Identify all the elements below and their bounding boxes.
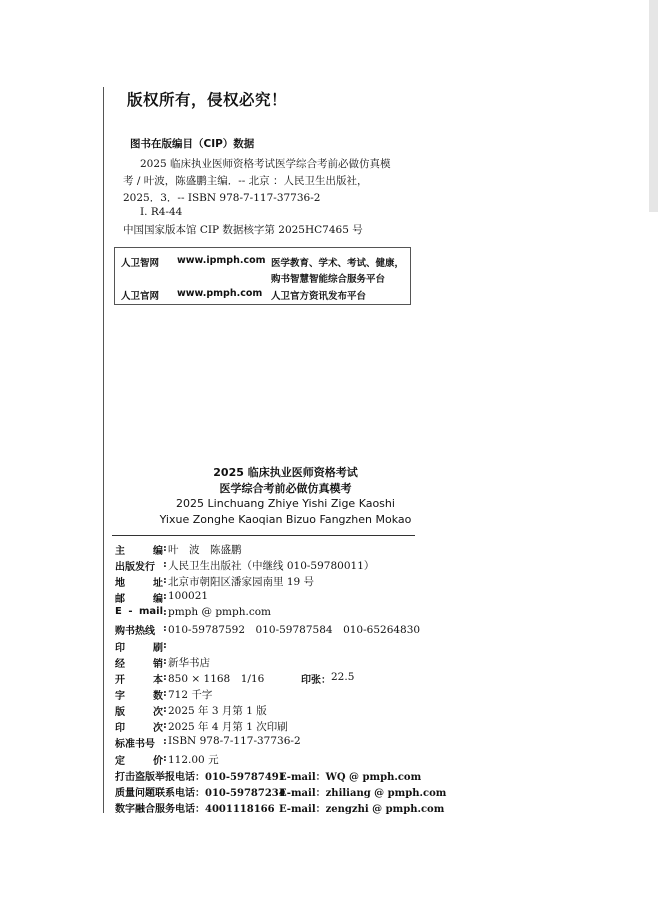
info-colon: : bbox=[163, 542, 167, 554]
info-colon: : bbox=[163, 574, 167, 586]
info-value: pmph @ pmph.com bbox=[168, 606, 271, 618]
contact-phone: 4001118166 bbox=[205, 804, 275, 815]
title-en-2: Yixue Zonghe Kaoqian Bizuo Fangzhen Mokao bbox=[159, 513, 412, 526]
contact-phone: 010-59787491 bbox=[205, 772, 286, 783]
info-label: E - mail bbox=[115, 606, 163, 617]
contact-row bbox=[115, 800, 445, 815]
info-colon: : bbox=[163, 590, 167, 602]
cip-heading: 图书在版编目（CIP）数据 bbox=[130, 138, 255, 150]
info-label: 主 编 bbox=[115, 546, 163, 557]
info-value: 112.00 元 bbox=[168, 754, 219, 766]
info-colon: : bbox=[163, 671, 167, 683]
info-colon: : bbox=[163, 622, 167, 634]
info-label: 字 数 bbox=[115, 691, 163, 702]
info-value: ISBN 978-7-117-37736-2 bbox=[168, 735, 301, 747]
info-label: 出版发行 bbox=[115, 562, 155, 573]
info-extra-label: 印张： bbox=[301, 675, 331, 686]
contact-email: E-mail：zhiliang @ pmph.com bbox=[279, 788, 447, 799]
cip-line: Ⅰ. R4-44 bbox=[140, 206, 183, 218]
contact-phone: 010-59787234 bbox=[205, 788, 286, 799]
info-value: 100021 bbox=[168, 590, 209, 602]
cip-line: 2025 临床执业医师资格考试医学综合考前必做仿真模 bbox=[140, 158, 391, 170]
info-label: 地 址 bbox=[115, 578, 163, 589]
info-colon: : bbox=[163, 639, 167, 651]
scrollbar[interactable] bbox=[649, 0, 658, 212]
contact-row bbox=[115, 784, 447, 799]
site1-url[interactable]: www.ipmph.com bbox=[177, 255, 266, 266]
contact-email: E-mail：WQ @ pmph.com bbox=[279, 772, 422, 783]
info-value: 010-59787592 010-59787584 010-65264830 bbox=[168, 624, 421, 636]
info-colon: : bbox=[163, 606, 167, 618]
info-colon: : bbox=[163, 752, 167, 764]
website-box bbox=[114, 247, 411, 305]
info-colon: : bbox=[163, 655, 167, 667]
info-label: 购书热线 bbox=[115, 626, 155, 637]
info-value: 新华书店 bbox=[168, 657, 210, 669]
info-colon: : bbox=[163, 703, 167, 715]
info-label: 邮 编 bbox=[115, 594, 163, 605]
site1-name: 人卫智网 bbox=[121, 258, 160, 269]
copyright-notice: 版权所有，侵权必究！ bbox=[127, 91, 288, 109]
title-zh-2: 医学综合考前必做仿真模考 bbox=[219, 482, 352, 495]
site2-desc: 人卫官方资讯发布平台 bbox=[271, 291, 367, 302]
info-colon: : bbox=[163, 735, 167, 747]
info-label: 定 价 bbox=[115, 756, 163, 767]
cip-line: 中国国家版本馆 CIP 数据核字第 2025HC7465 号 bbox=[123, 224, 363, 236]
info-label: 版 次 bbox=[115, 707, 163, 718]
site1-desc-2: 购书智慧智能综合服务平台 bbox=[271, 274, 386, 285]
info-value: 人民卫生出版社（中继线 010-59780011） bbox=[168, 560, 375, 572]
contact-label: 打击盗版举报电话： bbox=[115, 772, 205, 783]
info-label: 开 本 bbox=[115, 675, 163, 686]
info-value: 2025 年 4 月第 1 次印刷 bbox=[168, 721, 288, 733]
cip-line: 考 / 叶波，陈盛鹏主编．-- 北京 ：人民卫生出版社， bbox=[123, 175, 368, 187]
info-extra-value: 22.5 bbox=[331, 671, 355, 683]
info-value: 850 × 1168 1/16 bbox=[168, 673, 265, 685]
contact-label: 数字融合服务电话： bbox=[115, 804, 205, 815]
info-label: 标准书号 bbox=[115, 739, 155, 750]
info-value: 北京市朝阳区潘家园南里 19 号 bbox=[168, 576, 315, 588]
title-zh-1: 2025 临床执业医师资格考试 bbox=[213, 466, 358, 479]
divider bbox=[112, 535, 415, 536]
info-colon: : bbox=[163, 558, 167, 570]
contact-row bbox=[115, 768, 422, 783]
title-en-1: 2025 Linchuang Zhiye Yishi Zige Kaoshi bbox=[176, 497, 395, 510]
info-value: 2025 年 3 月第 1 版 bbox=[168, 705, 267, 717]
contact-label: 质量问题联系电话： bbox=[115, 788, 205, 799]
contact-email: E-mail：zengzhi @ pmph.com bbox=[279, 804, 445, 815]
info-value: 叶 波 陈盛鹏 bbox=[168, 544, 242, 556]
info-label: 印 次 bbox=[115, 723, 163, 734]
margin-rule bbox=[103, 87, 104, 813]
info-colon: : bbox=[163, 719, 167, 731]
site2-name: 人卫官网 bbox=[121, 291, 160, 302]
site1-desc-1: 医学教育、学术、考试、健康， bbox=[271, 258, 405, 269]
info-label: 经 销 bbox=[115, 659, 163, 670]
info-label: 印 刷 bbox=[115, 643, 163, 654]
cip-line: 2025．3．-- ISBN 978-7-117-37736-2 bbox=[123, 192, 321, 204]
info-colon: : bbox=[163, 687, 167, 699]
site2-url[interactable]: www.pmph.com bbox=[177, 288, 263, 299]
info-value: 712 千字 bbox=[168, 689, 213, 701]
